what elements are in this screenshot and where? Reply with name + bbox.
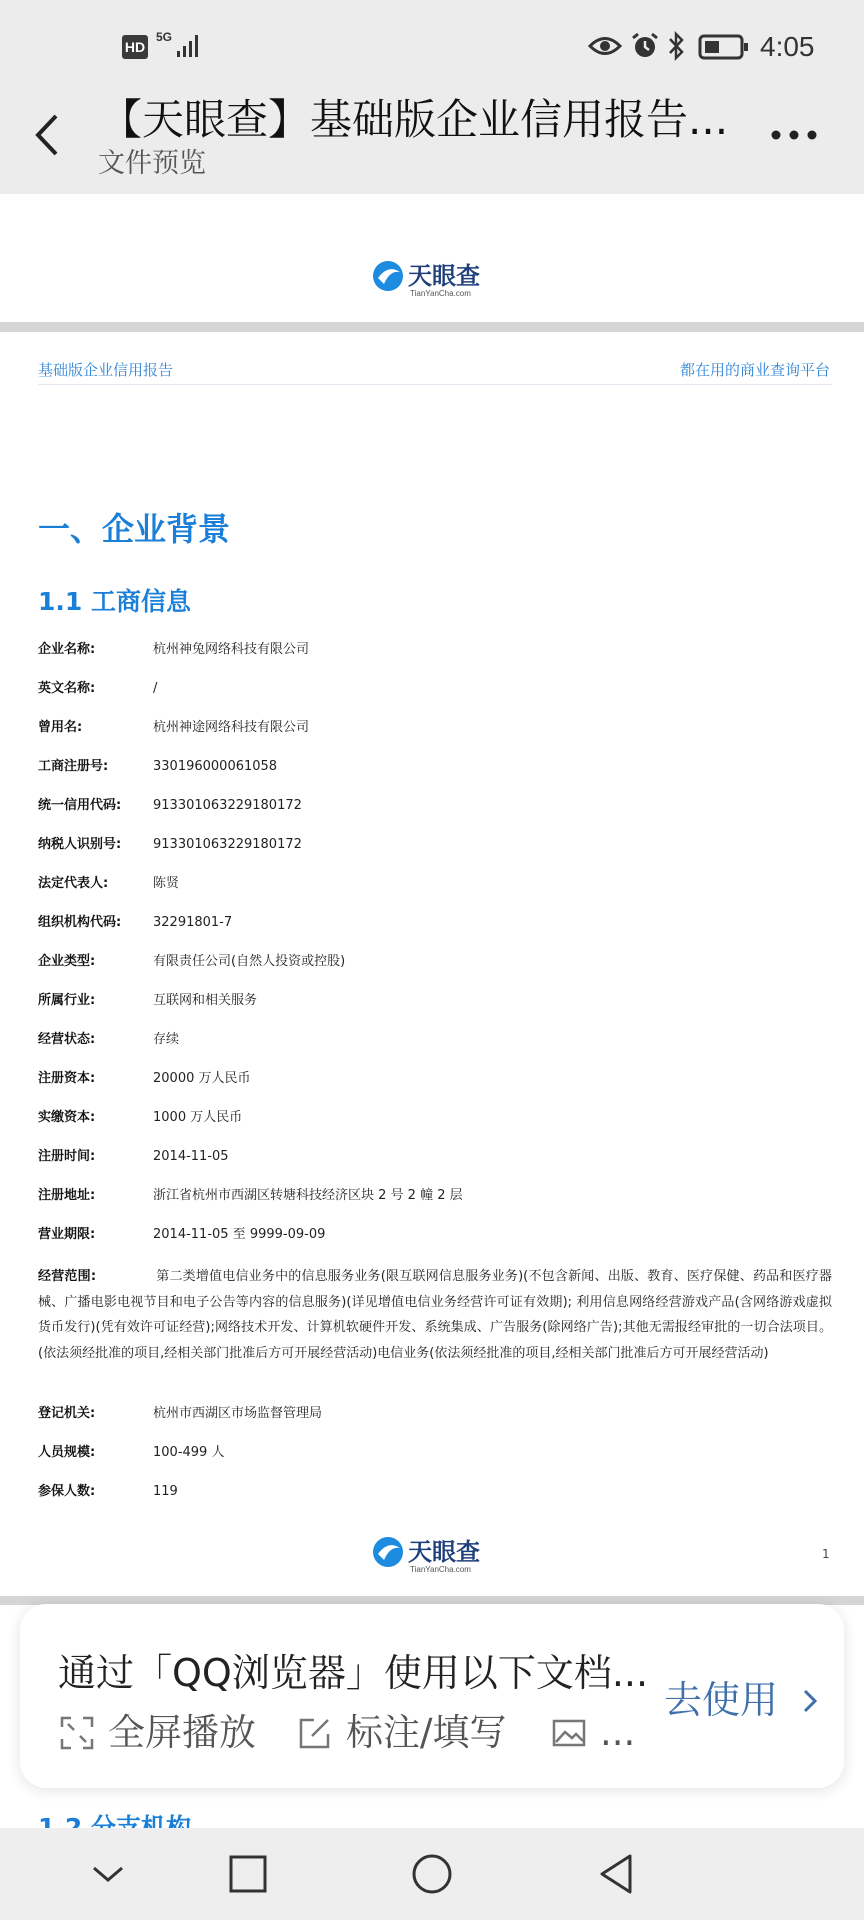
field-value: 330196000061058 [153,759,278,774]
field-row [38,794,832,818]
field-label: 营业期限: [38,1227,96,1242]
tianyancha-footer-logo [370,1532,498,1576]
field-label: 注册时间: [38,1149,96,1164]
annotate-label: 标注/填写 [346,1711,507,1754]
field-value: 100-499 人 [153,1445,225,1460]
field-value: 杭州神途网络科技有限公司 [153,720,310,735]
edit-icon [298,1716,332,1750]
field-label: 登记机关: [38,1406,96,1421]
field-label: 工商注册号: [38,759,109,774]
nav-back-icon[interactable] [586,1844,646,1904]
field-row [38,911,832,935]
field-row [38,1223,832,1247]
field-label: 曾用名: [38,720,83,735]
more-actions[interactable] [552,1710,672,1754]
field-row [38,1402,832,1426]
field-row [38,1067,832,1091]
field-row [38,1480,832,1504]
field-value: 1000 万人民币 [153,1110,243,1125]
field-row [38,1106,832,1130]
field-label: 统一信用代码: [38,798,122,813]
field-row [38,1184,832,1208]
footer-logo-subtext: TianYanCha.com [410,1565,471,1574]
field-value: 互联网和相关服务 [153,993,258,1008]
field-label: 英文名称: [38,681,96,696]
header-divider [38,384,832,385]
field-label: 注册地址: [38,1188,96,1203]
more-actions-label: ... [600,1711,636,1754]
field-value: 存续 [153,1032,180,1047]
field-label: 实缴资本: [38,1110,96,1125]
nav-collapse-icon[interactable] [78,1844,138,1904]
go-use-label: 去使用 [664,1678,779,1722]
field-value: 陈贤 [153,876,180,891]
image-icon [552,1716,586,1750]
field-label: 企业类型: [38,954,96,969]
field-value: 119 [153,1484,178,1499]
business-scope-value: 第二类增值电信业务中的信息服务业务(限互联网信息服务业务)(不包含新闻、出版、教育、医疗保健、药品和医疗器械、广播电影电视节目和电子公告等内容的信息服务)(详见增值电信业务经营许可证有效期); 利用信息网络经营游戏产品(含网络游戏虚拟货币发行)(凭有效许可证经营);网络技术开发、计算机软硬件开发、系统集成、广告服务(除网络广告);其他无需报经审批的一切合法项目。(依法须经批准的项目,经相关部门批准后方可开展经营活动)电信业务(依法须经批准的项目,经相关部门批准后方可开展经营活动) [38,1269,832,1361]
field-label: 企业名称: [38,642,96,657]
open-with-browser-card[interactable] [20,1604,844,1788]
field-row [38,1028,832,1052]
tianyancha-logo [370,256,498,300]
field-row [38,638,832,662]
field-row [38,989,832,1013]
field-label: 人员规模: [38,1445,96,1460]
nav-home-icon[interactable] [402,1844,462,1904]
clock-time: 4:05 [760,31,815,62]
field-label: 参保人数: [38,1484,96,1499]
go-use-button[interactable] [664,1672,824,1732]
report-header-left: 基础版企业信用报告 [38,361,174,379]
field-label: 组织机构代码: [38,915,122,930]
back-arrow-icon[interactable] [30,110,66,160]
nav-recent-apps-icon[interactable] [218,1844,278,1904]
logo-subtext: TianYanCha.com [410,289,471,298]
field-label: 法定代表人: [38,876,109,891]
field-value: 浙江省杭州市西湖区转塘科技经济区块 2 号 2 幢 2 层 [153,1188,463,1203]
system-nav-bar [0,1828,864,1920]
report-header-right: 都在用的商业查询平台 [679,361,830,379]
document-title: 【天眼查】基础版企业信用报告... [100,95,729,144]
section-title: 一、企业背景 [38,510,231,548]
field-value: 杭州神兔网络科技有限公司 [153,642,310,657]
field-value: 2014-11-05 至 9999-09-09 [153,1227,326,1242]
field-label: 经营状态: [38,1032,96,1047]
field-label: 纳税人识别号: [38,837,122,852]
field-value: 32291801-7 [153,915,233,930]
annotate-action[interactable] [298,1710,558,1754]
field-value: 杭州市西湖区市场监督管理局 [153,1406,323,1421]
field-row [38,716,832,740]
fullscreen-action[interactable] [60,1710,300,1754]
status-bar [0,0,864,95]
footer-logo-text: 天眼查 [408,1538,480,1566]
field-label: 注册资本: [38,1071,96,1086]
top-bar [0,0,864,194]
field-label: 所属行业: [38,993,96,1008]
field-value: / [153,681,158,696]
field-row [38,833,832,857]
field-value: 913301063229180172 [153,798,302,813]
card-title: 通过「QQ浏览器」使用以下文档... [58,1651,649,1695]
hd-badge: HD [122,35,148,59]
eye-comfort-icon [588,33,622,59]
fullscreen-icon [60,1716,94,1750]
field-row [38,872,832,896]
field-value: 20000 万人民币 [153,1071,251,1086]
logo-text: 天眼查 [408,262,480,290]
field-value: 有限责任公司(自然人投资或控股) [153,954,346,969]
business-scope-label: 经营范围: [38,1269,97,1284]
field-row [38,1145,832,1169]
document-subtitle: 文件预览 [98,148,206,179]
field-row [38,1441,832,1465]
field-row [38,950,832,974]
field-row [38,755,832,779]
business-scope [38,1264,832,1366]
bluetooth-icon [666,30,686,62]
page-number: 1 [822,1547,830,1561]
field-value: 913301063229180172 [153,837,302,852]
field-value: 2014-11-05 [153,1149,229,1164]
signal-icon [176,33,202,59]
alarm-icon [630,31,660,61]
battery-icon [698,34,750,60]
fullscreen-label: 全屏播放 [108,1711,256,1754]
field-row [38,677,832,701]
chevron-right-icon [802,1688,818,1714]
network-type-label: 5G [156,30,173,44]
subsection-title: 1.1 工商信息 [38,587,191,616]
page-separator [0,322,864,332]
more-options-icon[interactable] [770,128,818,142]
